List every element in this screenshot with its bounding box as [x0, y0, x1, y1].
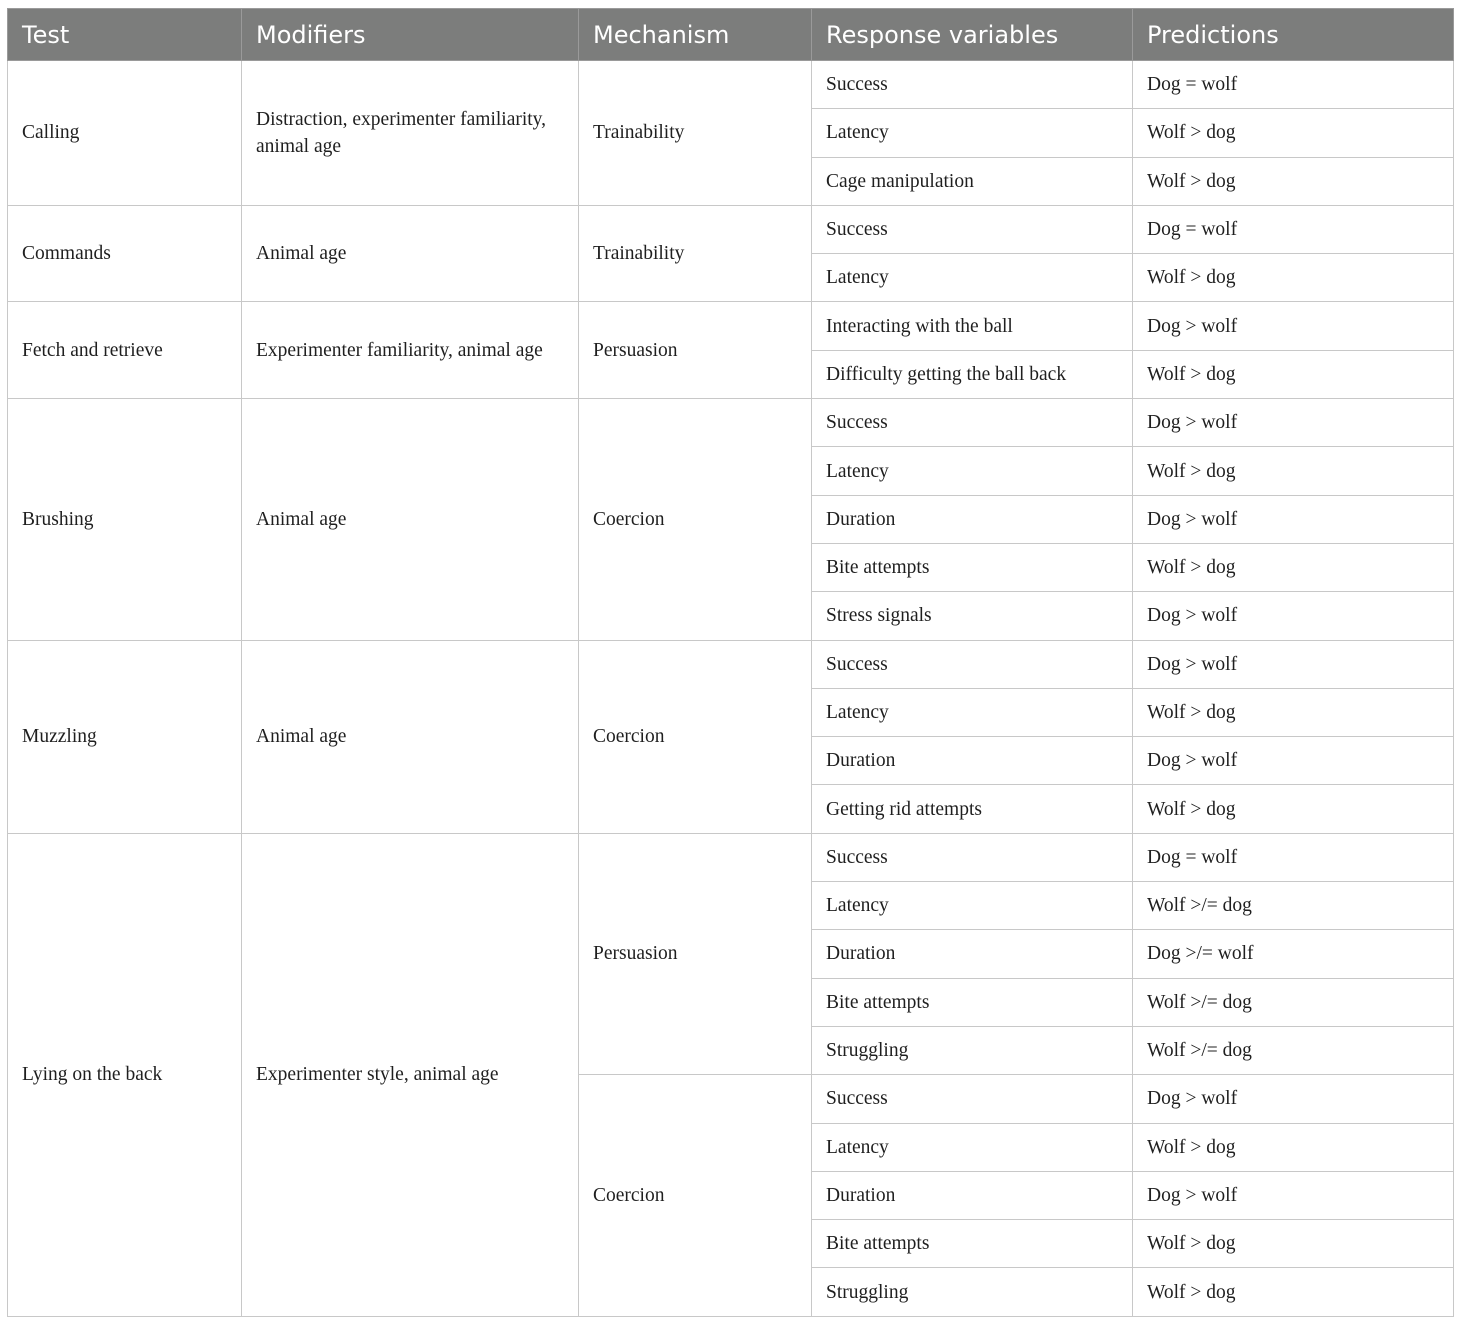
table-row	[8, 399, 1454, 447]
response-variable-cell: Struggling	[812, 1268, 1133, 1316]
mechanism-cell: Persuasion	[579, 302, 812, 399]
response-variable-cell: Latency	[812, 254, 1133, 302]
header-test: Test	[8, 9, 242, 61]
response-variable-cell: Success	[812, 399, 1133, 447]
mechanism-cell: Persuasion	[579, 833, 812, 1074]
mechanism-cell: Coercion	[579, 640, 812, 833]
test-cell: Muzzling	[8, 640, 242, 833]
response-variable-cell: Success	[812, 1075, 1133, 1123]
response-variable-cell: Stress signals	[812, 592, 1133, 640]
response-variable-cell: Bite attempts	[812, 543, 1133, 591]
header-modifiers: Modifiers	[242, 9, 579, 61]
prediction-cell: Wolf >/= dog	[1133, 882, 1454, 930]
prediction-cell: Wolf >/= dog	[1133, 1026, 1454, 1074]
response-variable-cell: Success	[812, 205, 1133, 253]
header-mechanism: Mechanism	[579, 9, 812, 61]
response-variable-cell: Latency	[812, 1123, 1133, 1171]
table-row	[8, 61, 1454, 109]
mechanism-cell: Coercion	[579, 399, 812, 640]
prediction-cell: Dog > wolf	[1133, 495, 1454, 543]
prediction-cell: Dog > wolf	[1133, 302, 1454, 350]
table-row	[8, 833, 1454, 881]
modifiers-cell: Animal age	[242, 399, 579, 640]
prediction-cell: Wolf >/= dog	[1133, 978, 1454, 1026]
prediction-cell: Dog = wolf	[1133, 61, 1454, 109]
test-cell: Brushing	[8, 399, 242, 640]
prediction-cell: Dog > wolf	[1133, 1171, 1454, 1219]
response-variable-cell: Latency	[812, 688, 1133, 736]
prediction-cell: Wolf > dog	[1133, 1123, 1454, 1171]
response-variable-cell: Duration	[812, 495, 1133, 543]
response-variable-cell: Success	[812, 640, 1133, 688]
test-cell: Commands	[8, 205, 242, 302]
predictions-table	[7, 8, 1454, 1317]
response-variable-cell: Bite attempts	[812, 1220, 1133, 1268]
header-predictions: Predictions	[1133, 9, 1454, 61]
modifiers-cell: Experimenter familiarity, animal age	[242, 302, 579, 399]
prediction-cell: Dog >/= wolf	[1133, 930, 1454, 978]
response-variable-cell: Duration	[812, 930, 1133, 978]
prediction-cell: Wolf > dog	[1133, 543, 1454, 591]
response-variable-cell: Difficulty getting the ball back	[812, 350, 1133, 398]
test-cell: Fetch and retrieve	[8, 302, 242, 399]
table-row	[8, 640, 1454, 688]
table-row	[8, 302, 1454, 350]
response-variable-cell: Cage manipulation	[812, 157, 1133, 205]
prediction-cell: Dog > wolf	[1133, 399, 1454, 447]
response-variable-cell: Latency	[812, 447, 1133, 495]
response-variable-cell: Success	[812, 833, 1133, 881]
prediction-cell: Wolf > dog	[1133, 1220, 1454, 1268]
response-variable-cell: Struggling	[812, 1026, 1133, 1074]
test-cell: Calling	[8, 61, 242, 206]
prediction-cell: Wolf > dog	[1133, 109, 1454, 157]
table-body	[8, 61, 1454, 1317]
modifiers-cell: Experimenter style, animal age	[242, 833, 579, 1316]
prediction-cell: Wolf > dog	[1133, 785, 1454, 833]
header-row	[8, 9, 1454, 61]
response-variable-cell: Duration	[812, 737, 1133, 785]
prediction-cell: Dog > wolf	[1133, 1075, 1454, 1123]
prediction-cell: Dog > wolf	[1133, 737, 1454, 785]
response-variable-cell: Getting rid attempts	[812, 785, 1133, 833]
mechanism-cell: Coercion	[579, 1075, 812, 1316]
prediction-cell: Dog > wolf	[1133, 592, 1454, 640]
prediction-cell: Wolf > dog	[1133, 254, 1454, 302]
prediction-cell: Dog = wolf	[1133, 833, 1454, 881]
prediction-cell: Wolf > dog	[1133, 447, 1454, 495]
prediction-cell: Dog = wolf	[1133, 205, 1454, 253]
table-row	[8, 205, 1454, 253]
test-cell: Lying on the back	[8, 833, 242, 1316]
response-variable-cell: Bite attempts	[812, 978, 1133, 1026]
mechanism-cell: Trainability	[579, 61, 812, 206]
response-variable-cell: Success	[812, 61, 1133, 109]
response-variable-cell: Duration	[812, 1171, 1133, 1219]
mechanism-cell: Trainability	[579, 205, 812, 302]
response-variable-cell: Interacting with the ball	[812, 302, 1133, 350]
modifiers-cell: Animal age	[242, 640, 579, 833]
prediction-cell: Wolf > dog	[1133, 157, 1454, 205]
modifiers-cell: Distraction, experimenter familiarity, animal age	[242, 61, 579, 206]
prediction-cell: Wolf > dog	[1133, 688, 1454, 736]
prediction-cell: Dog > wolf	[1133, 640, 1454, 688]
header-response-variables: Response variables	[812, 9, 1133, 61]
modifiers-cell: Animal age	[242, 205, 579, 302]
response-variable-cell: Latency	[812, 109, 1133, 157]
response-variable-cell: Latency	[812, 882, 1133, 930]
prediction-cell: Wolf > dog	[1133, 1268, 1454, 1316]
prediction-cell: Wolf > dog	[1133, 350, 1454, 398]
